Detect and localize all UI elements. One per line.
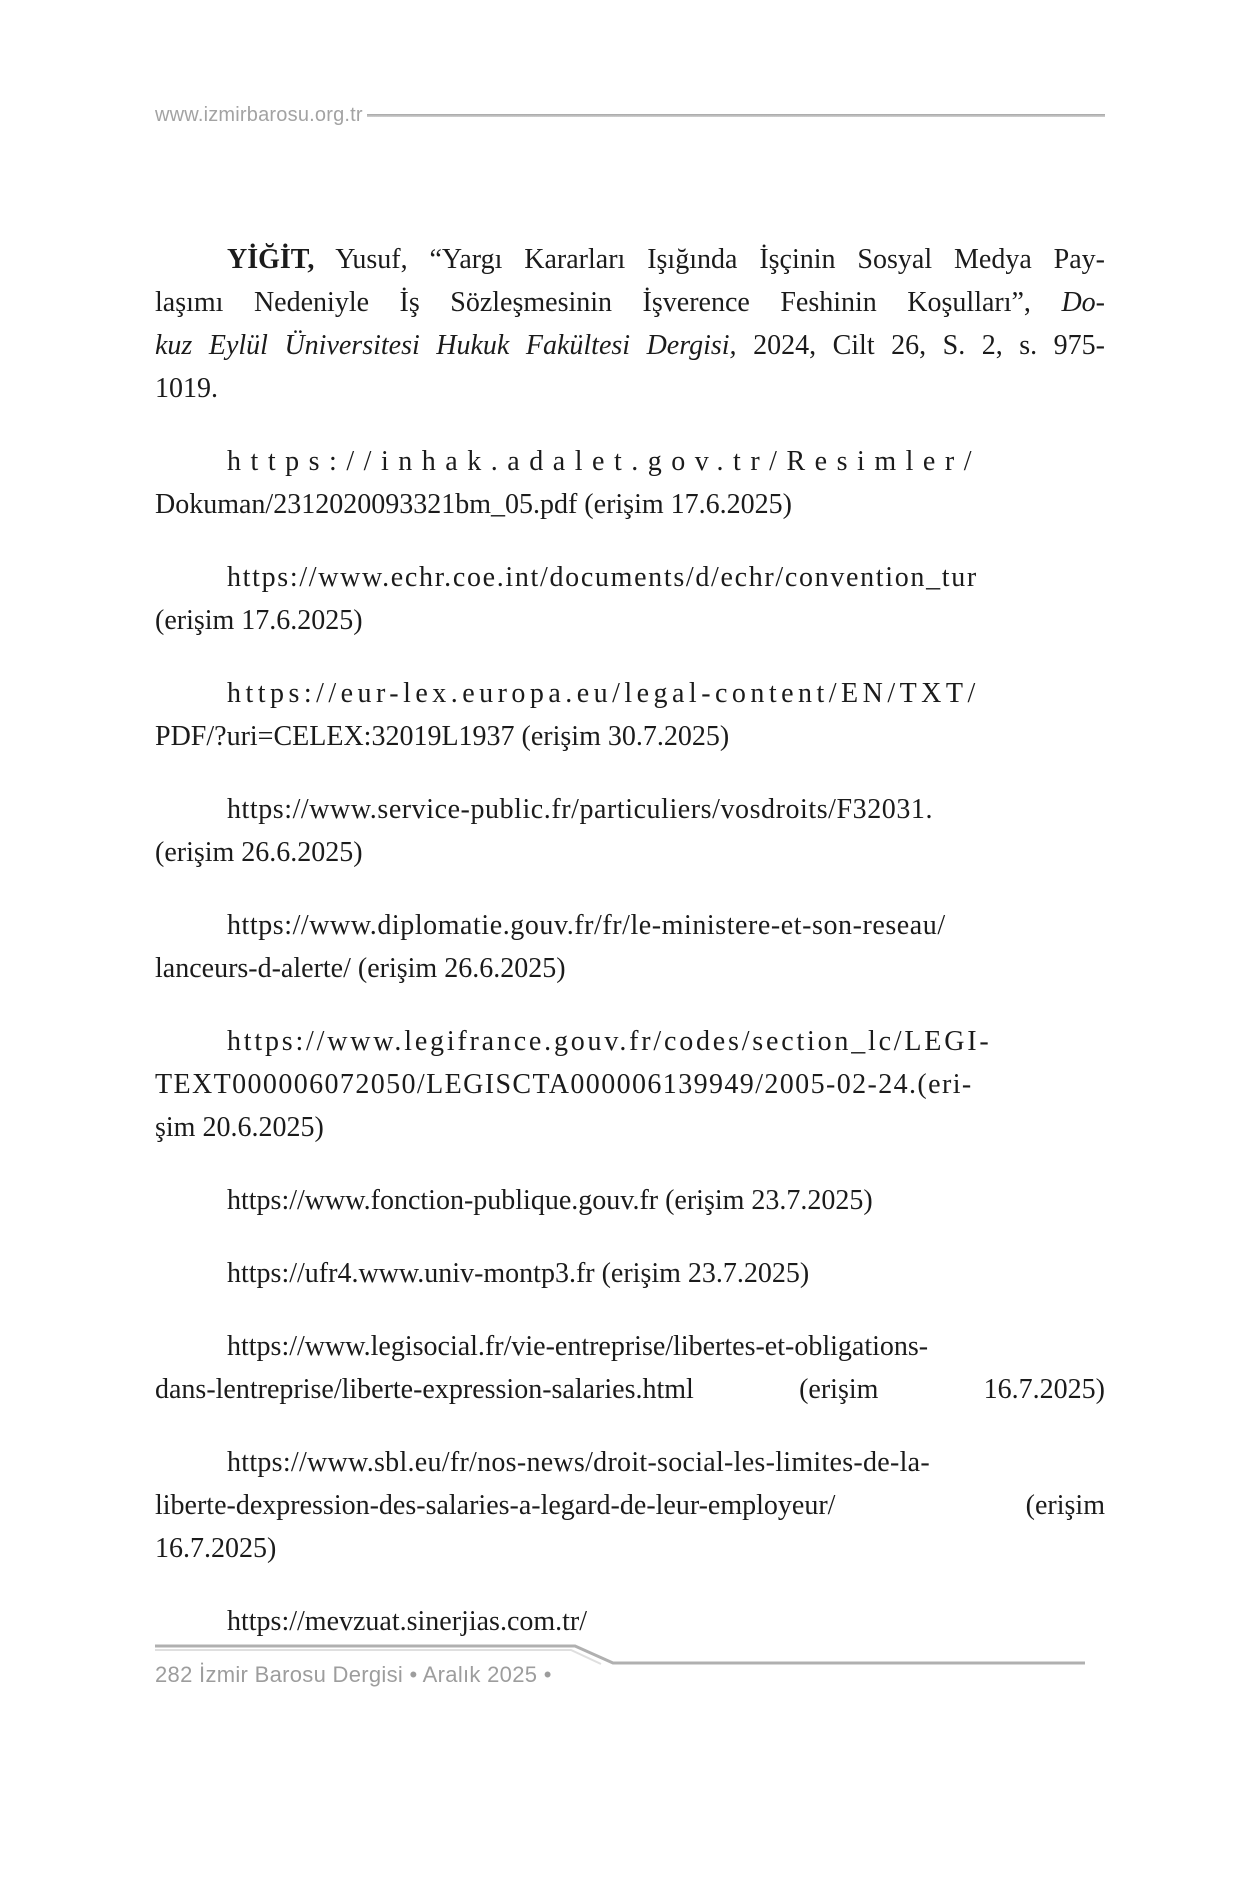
bibliography-entry [155, 788, 1105, 874]
entry-line [155, 831, 1105, 874]
entry-line [155, 672, 1105, 715]
bibliography-entry [155, 1600, 1105, 1643]
entry-line [155, 1441, 1105, 1484]
text-segment: https://mevzuat.sinerjias.com.tr/ [227, 1606, 588, 1637]
header-rule [367, 114, 1105, 117]
page-footer [155, 1662, 552, 1688]
entry-line [155, 1020, 1105, 1063]
text-segment: https://www.service-public.fr/particuliers/vosdroits/F32031. [227, 794, 934, 825]
text-segment: PDF/?uri=CELEX:32019L1937 (erişim 30.7.2025) [155, 721, 730, 752]
text-segment: https://www.echr.coe.int/documents/d/echr/convention_tur [227, 562, 978, 593]
text-segment: YİĞİT, [227, 244, 315, 275]
page-number: 282 [155, 1662, 200, 1687]
journal-title-segment: Do- [1061, 287, 1105, 318]
text-segment: https://www.legisocial.fr/vie-entreprise/libertes-et-obligations- [227, 1331, 929, 1362]
journal-label: İzmir Barosu Dergisi • Aralık 2025 • [199, 1662, 552, 1687]
entry-line [155, 1368, 1105, 1411]
entry-line [155, 238, 1105, 281]
text-segment: Dokuman/2312020093321bm_05.pdf (erişim 17.6.2025) [155, 489, 792, 520]
bibliography-entry [155, 1020, 1105, 1149]
entry-line [155, 440, 1105, 483]
bibliography-entry [155, 1441, 1105, 1570]
text-segment: TEXT000006072050/LEGISCTA000006139949/2005-02-24.(eri- [155, 1069, 973, 1100]
bibliography-entry [155, 904, 1105, 990]
entry-line [155, 947, 1105, 990]
bibliography [155, 238, 1105, 1643]
text-segment: liberte-dexpression-des-salaries-a-legard-de-leur-employeur/ (erişim [155, 1490, 1105, 1521]
text-segment: https://eur-lex.europa.eu/legal-content/EN/TXT/ [227, 678, 980, 709]
entry-line [155, 324, 1105, 367]
entry-line [155, 1325, 1105, 1368]
text-segment: Yusuf, “Yargı Kararları Işığında İşçinin Sosyal Medya Pay- [314, 244, 1105, 275]
page-header [155, 104, 1105, 127]
text-segment: 2024, Cilt 26, S. 2, s. 975- [736, 330, 1105, 361]
text-segment: https://www.sbl.eu/fr/nos-news/droit-social-les-limites-de-la- [227, 1447, 930, 1478]
entry-line [155, 1063, 1105, 1106]
site-url: www.izmirbarosu.org.tr [155, 104, 363, 126]
text-segment: https://www.legifrance.gouv.fr/codes/section_lc/LEGI- [227, 1026, 992, 1057]
entry-line [155, 715, 1105, 758]
entry-line [155, 1179, 1105, 1222]
text-segment: lanceurs-d-alerte/ (erişim 26.6.2025) [155, 953, 566, 984]
entry-line [155, 1252, 1105, 1295]
entry-line [155, 1106, 1105, 1149]
text-segment: dans-lentreprise/liberte-expression-salaries.html (erişim 16.7.2025) [155, 1374, 1105, 1405]
text-segment: (erişim 26.6.2025) [155, 837, 363, 868]
journal-title-segment: kuz Eylül Üniversitesi Hukuk Fakültesi Dergisi, [155, 330, 737, 361]
bibliography-entry [155, 440, 1105, 526]
bibliography-entry [155, 556, 1105, 642]
text-segment: 1019. [155, 373, 218, 404]
text-segment: https://ufr4.www.univ-montp3.fr (erişim 23.7.2025) [227, 1258, 810, 1289]
entry-line [155, 367, 1105, 410]
bibliography-entry [155, 672, 1105, 758]
text-segment: https://inhak.adalet.gov.tr/Resimler/ [227, 446, 982, 477]
text-segment: şim 20.6.2025) [155, 1112, 324, 1143]
entry-line [155, 788, 1105, 831]
entry-line [155, 556, 1105, 599]
text-segment: 16.7.2025) [155, 1533, 277, 1564]
bibliography-entry [155, 1179, 1105, 1222]
text-segment: https://www.diplomatie.gouv.fr/fr/le-ministere-et-son-reseau/ [227, 910, 946, 941]
bibliography-entry [155, 1252, 1105, 1295]
entry-line [155, 483, 1105, 526]
text-segment: laşımı Nedeniyle İş Sözleşmesinin İşverence Feshinin Koşulları”, [155, 287, 1062, 318]
entry-line [155, 904, 1105, 947]
text-segment: (erişim 17.6.2025) [155, 605, 363, 636]
entry-line [155, 1527, 1105, 1570]
bibliography-entry [155, 1325, 1105, 1411]
entry-line [155, 281, 1105, 324]
text-segment: https://www.fonction-publique.gouv.fr (erişim 23.7.2025) [227, 1185, 873, 1216]
entry-line [155, 599, 1105, 642]
bibliography-entry [155, 238, 1105, 410]
entry-line [155, 1484, 1105, 1527]
entry-line [155, 1600, 1105, 1643]
